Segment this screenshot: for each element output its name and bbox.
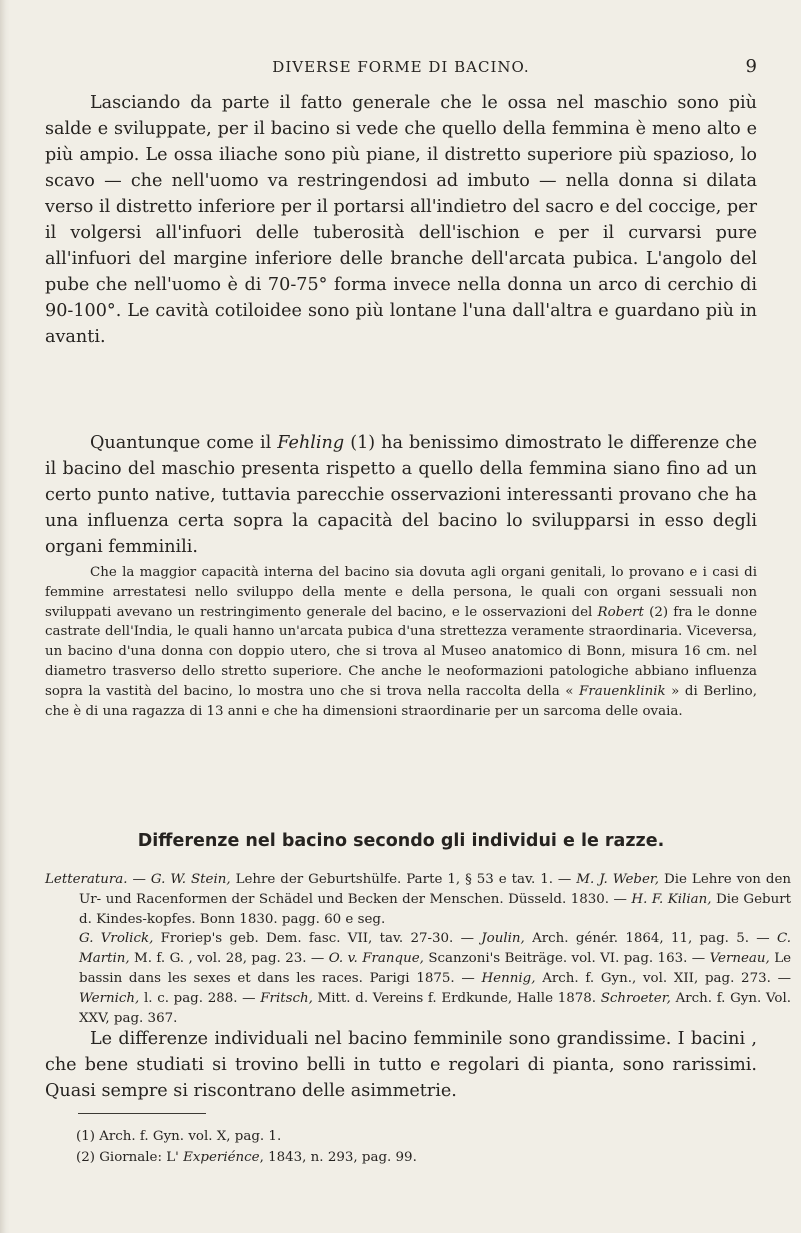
literature-author: C. Martin,: [79, 931, 791, 967]
page-header: [45, 58, 757, 82]
literature-reference: Lehre der Geburtshülfe. Parte 1, § 53 e tav. 1. —: [230, 872, 577, 887]
literature-reference: Scanzoni's Beiträge. vol. VI. pag. 163. —: [423, 951, 710, 967]
paragraph-organ-influence: [45, 563, 757, 721]
text-fragment: (2) fra le donne castrate dell'India, le quali hanno un'arcata pubica d'una strettezza veramente straordinaria. Viceversa, un bacino d'una donna con doppio utero, che si trova al Museo anatomico di Bonn, misura 16 cm. nel diametro trasverso dello stretto superiore. Che anche le neoformazioni patologiche abbiano influenza sopra la vastità del bacino, lo mostra uno che si trova nella raccolta della «: [45, 604, 757, 699]
literature-author: O. v. Franque,: [328, 951, 424, 967]
literature-author: Hennig,: [481, 970, 536, 986]
literature-author: Fritsch,: [260, 990, 313, 1006]
literature-reference: Arch. génér. 1864, 11, pag. 5. —: [524, 931, 777, 947]
literature-author: G. W. Stein,: [150, 872, 231, 887]
running-title: DIVERSE FORME DI BACINO.: [272, 58, 530, 76]
literature-reference: M. f. G. , vol. 28, pag. 23. —: [129, 951, 329, 967]
literature-author: H. F. Kilian,: [631, 891, 712, 907]
literature-label: Letteratura.: [45, 872, 128, 887]
footnote-separator: [78, 1113, 206, 1114]
literature-author: M. J. Weber,: [576, 872, 660, 887]
journal-title: Experiénce: [183, 1150, 260, 1165]
text-fragment: , 1843, n. 293, pag. 99.: [259, 1150, 417, 1165]
paragraph-fehling: [45, 430, 757, 560]
literature-author: Wernich,: [79, 990, 140, 1006]
literature-author: G. Vrolick,: [79, 931, 154, 947]
section-heading: Differenze nel bacino secondo gli individui e le razze.: [137, 831, 665, 851]
text-fragment: Quantunque come il: [90, 433, 278, 453]
author-fehling: Fehling: [277, 433, 345, 453]
literature-reference: l. c. pag. 288. —: [139, 990, 261, 1006]
literature-reference: Mitt. d. Vereins f. Erdkunde, Halle 1878.: [312, 990, 601, 1006]
collection-name: Frauenklinik: [579, 683, 666, 699]
paragraph-sex-differences: Lasciando da parte il fatto generale che le ossa nel maschio sono più salde e sviluppate, per il bacino si vede che quello della femmina è meno alto e più ampio. Le ossa iliache sono più piane, il distretto superiore più spazioso, lo scavo — che nell'uomo va restringendosi ad imbuto — nella donna si dilata verso il distretto inferiore per il portarsi all'indietro del sacro e del coccige, per il volgersi all'infuori delle tuberosità dell'ischion e per il curvarsi pure all'infuori del margine inferiore delle branche dell'arcata pubica. L'angolo del pube che nell'uomo è di 70-75° forma invece nella donna un arco di cerchio di 90-100°. Le cavità cotiloidee sono più lontane l'una dall'altra e guardano più in avanti.: [45, 93, 757, 347]
literature-dash: —: [127, 872, 151, 887]
literature-reference: Arch. f. Gyn. Vol. XXV, pag. 367.: [79, 990, 791, 1026]
literature-reference: Froriep's geb. Dem. fasc. VII, tav. 27-30. —: [153, 931, 482, 947]
literature-reference: Die Lehre von den Ur- und Racenformen der Schädel und Becken der Menschen. Düsseld. 1830. —: [79, 872, 792, 907]
text-fragment: (1) ha benissimo dimostrato le differenze che il bacino del maschio presenta rispetto a quello della femmina siano fino ad un certo punto native, tuttavia parecchie osservazioni interessanti provano che ha una influenza certa sopra la capacità del bacino lo svilupparsi in esso degli organi femminili.: [45, 433, 757, 557]
literature-reference: Le bassin dans les sexes et dans les races. Parigi 1875. —: [79, 951, 792, 986]
literature-author: Verneau,: [709, 951, 770, 967]
footnotes: [45, 1126, 757, 1168]
page-number: 9: [745, 56, 757, 77]
literature-reference: Arch. f. Gyn., vol. XII, pag. 273. —: [535, 970, 791, 986]
paragraph-individual-differences: Le differenze individuali nel bacino femminile sono grandissime. I bacini , che bene studiati si trovino belli in tutto e regolari di pianta, sono rarissimi. Quasi sempre si riscontrano delle asimmetrie.: [45, 1029, 757, 1101]
literature-author: Schroeter,: [600, 990, 671, 1006]
footnote-2: [45, 1147, 757, 1168]
text-fragment: Che la maggior capacità interna del bacino sia dovuta agli organi genitali, lo provano e i casi di femmine arrestatesi nello sviluppo della mente e della persona, le quali con organi sessuali non sviluppati avevano un restringimento generale del bacino, e le osservazioni del: [45, 565, 757, 620]
author-robert: Robert: [597, 604, 644, 620]
text-fragment: (2) Giornale: L': [76, 1150, 184, 1165]
literature-author: Joulin,: [481, 931, 525, 947]
literature-reference: Die Geburt d. Kindes-kopfes. Bonn 1830. pagg. 60 e seg.: [79, 891, 791, 927]
footnote-1: (1) Arch. f. Gyn. vol. X, pag. 1.: [76, 1129, 282, 1144]
text-fragment: » di Berlino, che è di una ragazza di 13 anni e che ha dimensioni straordinarie per un sarcoma delle ovaia.: [45, 683, 757, 719]
literature-list: [45, 870, 791, 1028]
page-edge-shadow: [0, 0, 10, 1233]
